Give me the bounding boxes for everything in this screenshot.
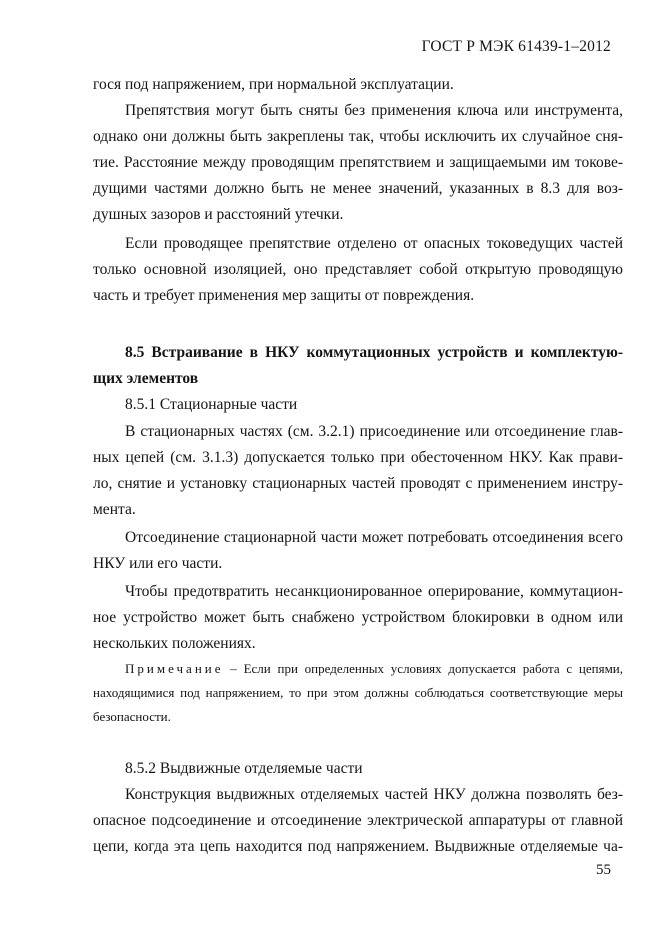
body-line: только основной изоляцией, оно представляет собой открытую проводящую	[93, 261, 623, 278]
page-number: 55	[596, 862, 611, 878]
section-heading: щих элементов	[93, 370, 199, 387]
note-line	[125, 658, 623, 680]
note-text: Если при определенных условиях допускается работа с цепями,	[243, 661, 623, 676]
body-line: гося под напряжением, при нормальной эксплуатации.	[93, 76, 454, 93]
note-line: безопасности.	[93, 709, 171, 724]
subsection-heading: 8.5.1 Стационарные части	[125, 396, 298, 413]
body-line: В стационарных частях (см. 3.2.1) присоединение или отсоединение глав-	[125, 423, 623, 440]
body-line: Если проводящее препятствие отделено от опасных токоведущих частей	[125, 235, 623, 252]
body-line: тие. Расстояние между проводящим препятствием и защищаемыми им токове-	[93, 154, 623, 171]
note-dash: –	[223, 661, 244, 676]
body-line: ло, снятие и установку стационарных частей проводят с применением инстру-	[93, 475, 623, 492]
body-line: Чтобы предотвратить несанкционированное оперирование, коммутацион-	[125, 583, 623, 600]
body-line: цепи, когда эта цепь находится под напряжением. Выдвижные отделяемые ча-	[93, 838, 623, 855]
subsection-heading: 8.5.2 Выдвижные отделяемые части	[125, 760, 363, 777]
body-line: дущими частями должно быть не менее значений, указанных в 8.3 для воз-	[93, 180, 623, 197]
body-line: ных цепей (см. 3.1.3) допускается только при обесточенном НКУ. Как прави-	[93, 449, 623, 466]
body-line: НКУ или его части.	[93, 555, 223, 572]
body-line: мента.	[93, 501, 136, 518]
body-line: Отсоединение стационарной части может потребовать отсоединения всего	[125, 529, 623, 546]
body-line: Препятствия могут быть сняты без применения ключа или инструмента,	[125, 102, 623, 119]
note-label: Примечание	[125, 661, 224, 676]
body-line: нескольких положениях.	[93, 635, 256, 652]
body-line: ное устройство может быть снабжено устройством блокировки в одном или	[93, 609, 623, 626]
document-standard-header: ГОСТ Р МЭК 61439-1–2012	[421, 38, 611, 55]
body-line: опасное подсоединение и отсоединение электрической аппаратуры от главной	[93, 812, 623, 829]
note-line: находящимися под напряжением, то при этом должны соблюдаться соответствующие меры	[93, 685, 623, 700]
body-line: Конструкция выдвижных отделяемых частей НКУ должна позволять без-	[125, 786, 623, 803]
body-line: душных зазоров и расстояний утечки.	[93, 206, 344, 223]
section-heading: 8.5 Встраивание в НКУ коммутационных устройств и комплектую-	[125, 344, 623, 361]
body-line: однако они должны быть закреплены так, чтобы исключить их случайное сня-	[93, 128, 623, 145]
body-line: часть и требует применения мер защиты от повреждения.	[93, 287, 475, 304]
